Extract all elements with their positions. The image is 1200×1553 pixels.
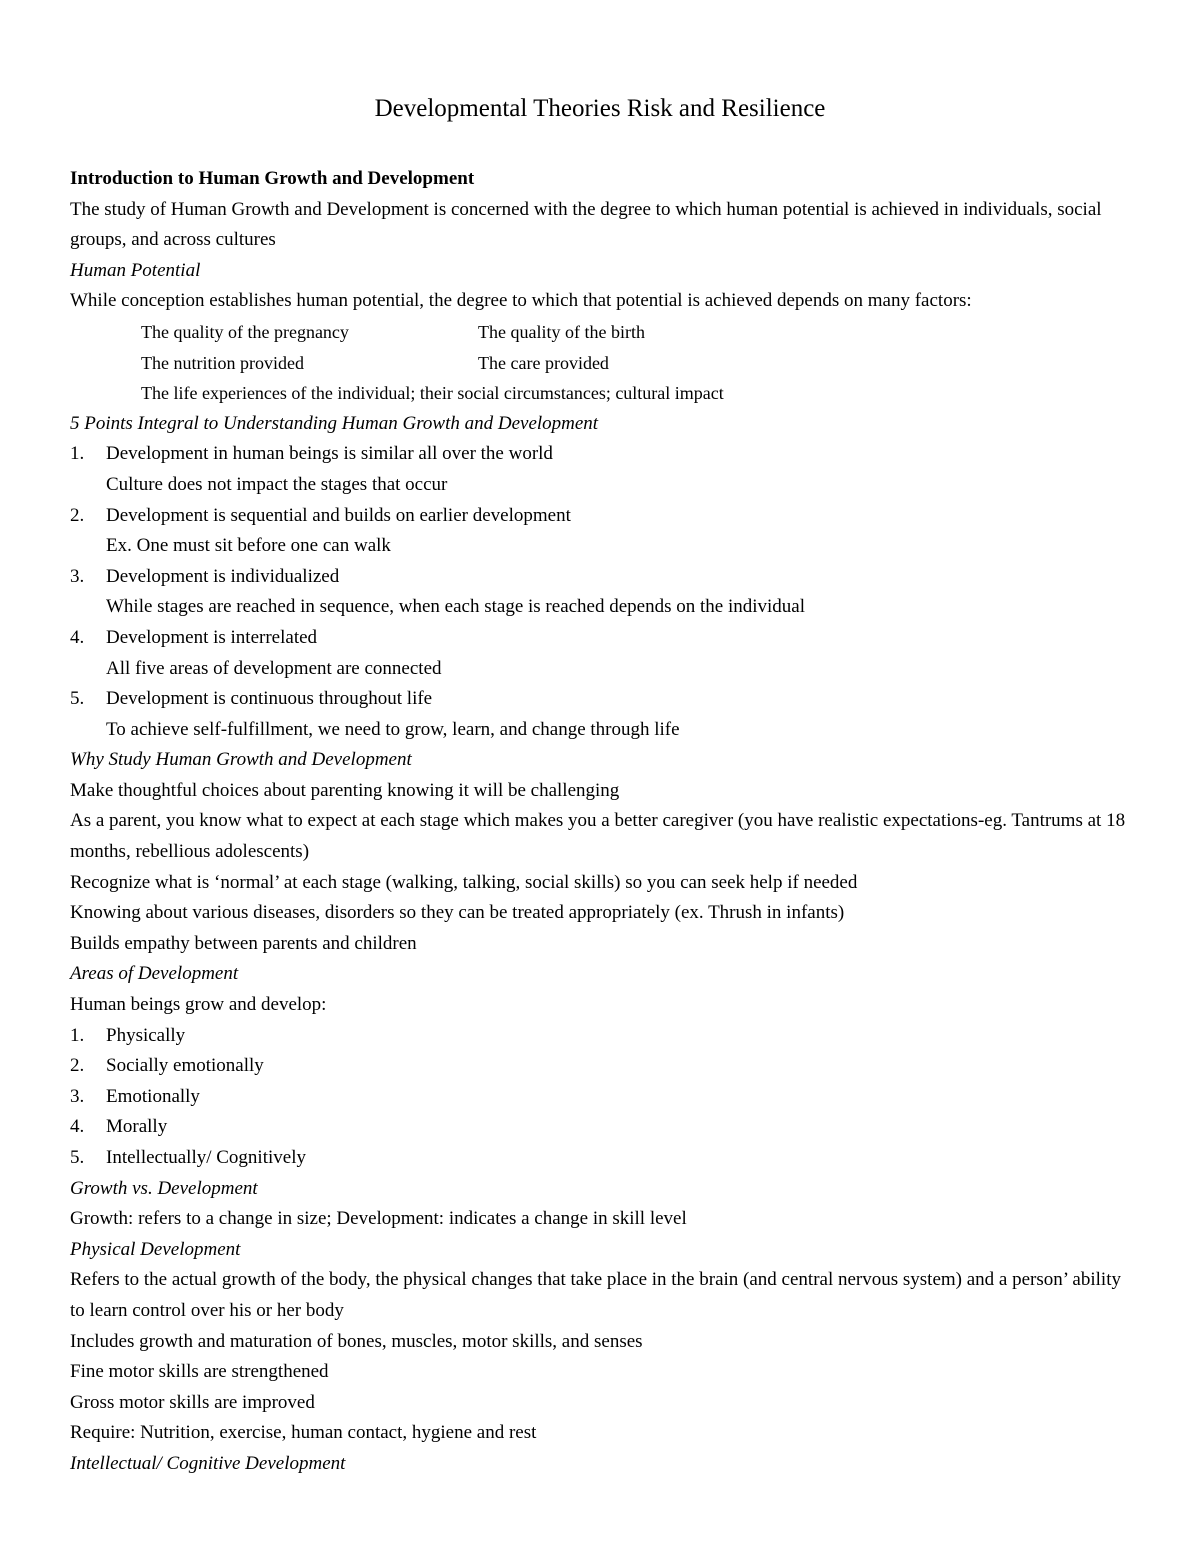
- list-item: [70, 1021, 1130, 1052]
- why-line: Knowing about various diseases, disorders so they can be treated appropriately (ex. Thrush in infants): [70, 902, 845, 924]
- factor-nutrition: The nutrition provided: [141, 352, 304, 373]
- physical-line: Refers to the actual growth of the body, the physical changes that take place in the brain (and central nervous system) and a person’ ability to learn control over his or her body: [70, 1269, 1121, 1321]
- area-label: Intellectually/ Cognitively: [106, 1147, 306, 1168]
- point-detail: Ex. One must sit before one can walk: [106, 535, 391, 557]
- list-number: 3.: [70, 565, 85, 587]
- list-item: [70, 1112, 1130, 1143]
- section-heading-intro: Introduction to Human Growth and Development: [70, 168, 475, 189]
- area-label: Emotionally: [106, 1085, 200, 1107]
- point-main: Development is sequential and builds on earlier development: [106, 504, 571, 526]
- document-body: [70, 164, 1130, 1480]
- list-item: [70, 1143, 1130, 1174]
- area-label: Socially emotionally: [106, 1055, 264, 1077]
- point-detail: All five areas of development are connected: [106, 657, 442, 679]
- list-number: 1.: [70, 1024, 85, 1046]
- list-number: 4.: [70, 1116, 85, 1138]
- list-item: [70, 501, 1130, 532]
- list-number: 3.: [70, 1085, 85, 1107]
- physical-line: Includes growth and maturation of bones, muscles, motor skills, and senses: [70, 1330, 643, 1352]
- area-label: Physically: [106, 1024, 186, 1046]
- subheading-growth-vs-development: Growth vs. Development: [70, 1177, 258, 1199]
- why-line: Builds empathy between parents and children: [70, 932, 417, 954]
- list-number: 2.: [70, 504, 85, 526]
- why-line: Make thoughtful choices about parenting knowing it will be challenging: [70, 779, 620, 801]
- subheading-areas: Areas of Development: [70, 963, 239, 985]
- point-main: Development is individualized: [106, 565, 340, 587]
- point-detail: Culture does not impact the stages that occur: [106, 473, 448, 495]
- human-potential-paragraph: While conception establishes human potential, the degree to which that potential is achieved depends on many factors:: [70, 290, 972, 312]
- list-number: 5.: [70, 688, 85, 710]
- physical-line: Fine motor skills are strengthened: [70, 1361, 329, 1383]
- factor-birth: The quality of the birth: [478, 321, 645, 342]
- factors-row-1: [70, 317, 1130, 348]
- list-item: [70, 1051, 1130, 1082]
- point-main: Development is interrelated: [106, 626, 318, 648]
- point-detail: While stages are reached in sequence, when each stage is reached depends on the individual: [106, 596, 806, 618]
- growth-vs-development-text: Growth: refers to a change in size; Development: indicates a change in skill level: [70, 1208, 687, 1230]
- list-item: [70, 684, 1130, 715]
- why-line: As a parent, you know what to expect at each stage which makes you a better caregiver (you have realistic expectations-eg. Tantrums at 18 months, rebellious adolescents): [70, 810, 1126, 863]
- factor-life-experiences: The life experiences of the individual; their social circumstances; cultural impact: [141, 383, 724, 404]
- subheading-why-study: Why Study Human Growth and Development: [70, 749, 412, 771]
- list-item: [70, 562, 1130, 593]
- list-item: [70, 439, 1130, 470]
- subheading-five-points: 5 Points Integral to Understanding Human Growth and Development: [70, 412, 599, 434]
- list-number: 5.: [70, 1147, 85, 1168]
- list-number: 2.: [70, 1055, 85, 1077]
- point-main: Development is continuous throughout life: [106, 688, 433, 710]
- list-item: [70, 1082, 1130, 1113]
- list-item: [70, 623, 1130, 654]
- document-title: Developmental Theories Risk and Resilience: [374, 95, 826, 122]
- areas-intro: Human beings grow and develop:: [70, 994, 327, 1016]
- list-number: 1.: [70, 443, 85, 465]
- point-detail: To achieve self-fulfillment, we need to grow, learn, and change through life: [106, 718, 680, 740]
- why-line: Recognize what is ‘normal’ at each stage (walking, talking, social skills) so you can seek help if needed: [70, 871, 858, 893]
- subheading-intellectual-development: Intellectual/ Cognitive Development: [70, 1452, 346, 1474]
- area-label: Morally: [106, 1116, 168, 1138]
- intro-paragraph: The study of Human Growth and Development is concerned with the degree to which human potential is achieved in individuals, social groups, and across cultures: [70, 198, 1102, 251]
- physical-line: Require: Nutrition, exercise, human contact, hygiene and rest: [70, 1422, 537, 1444]
- subheading-human-potential: Human Potential: [70, 259, 201, 281]
- factors-row-2: [70, 348, 1130, 379]
- subheading-physical-development: Physical Development: [70, 1238, 241, 1260]
- physical-line: Gross motor skills are improved: [70, 1391, 315, 1413]
- point-main: Development in human beings is similar all over the world: [106, 443, 553, 465]
- factor-care: The care provided: [478, 352, 609, 373]
- list-number: 4.: [70, 626, 85, 648]
- factor-pregnancy: The quality of the pregnancy: [141, 321, 349, 342]
